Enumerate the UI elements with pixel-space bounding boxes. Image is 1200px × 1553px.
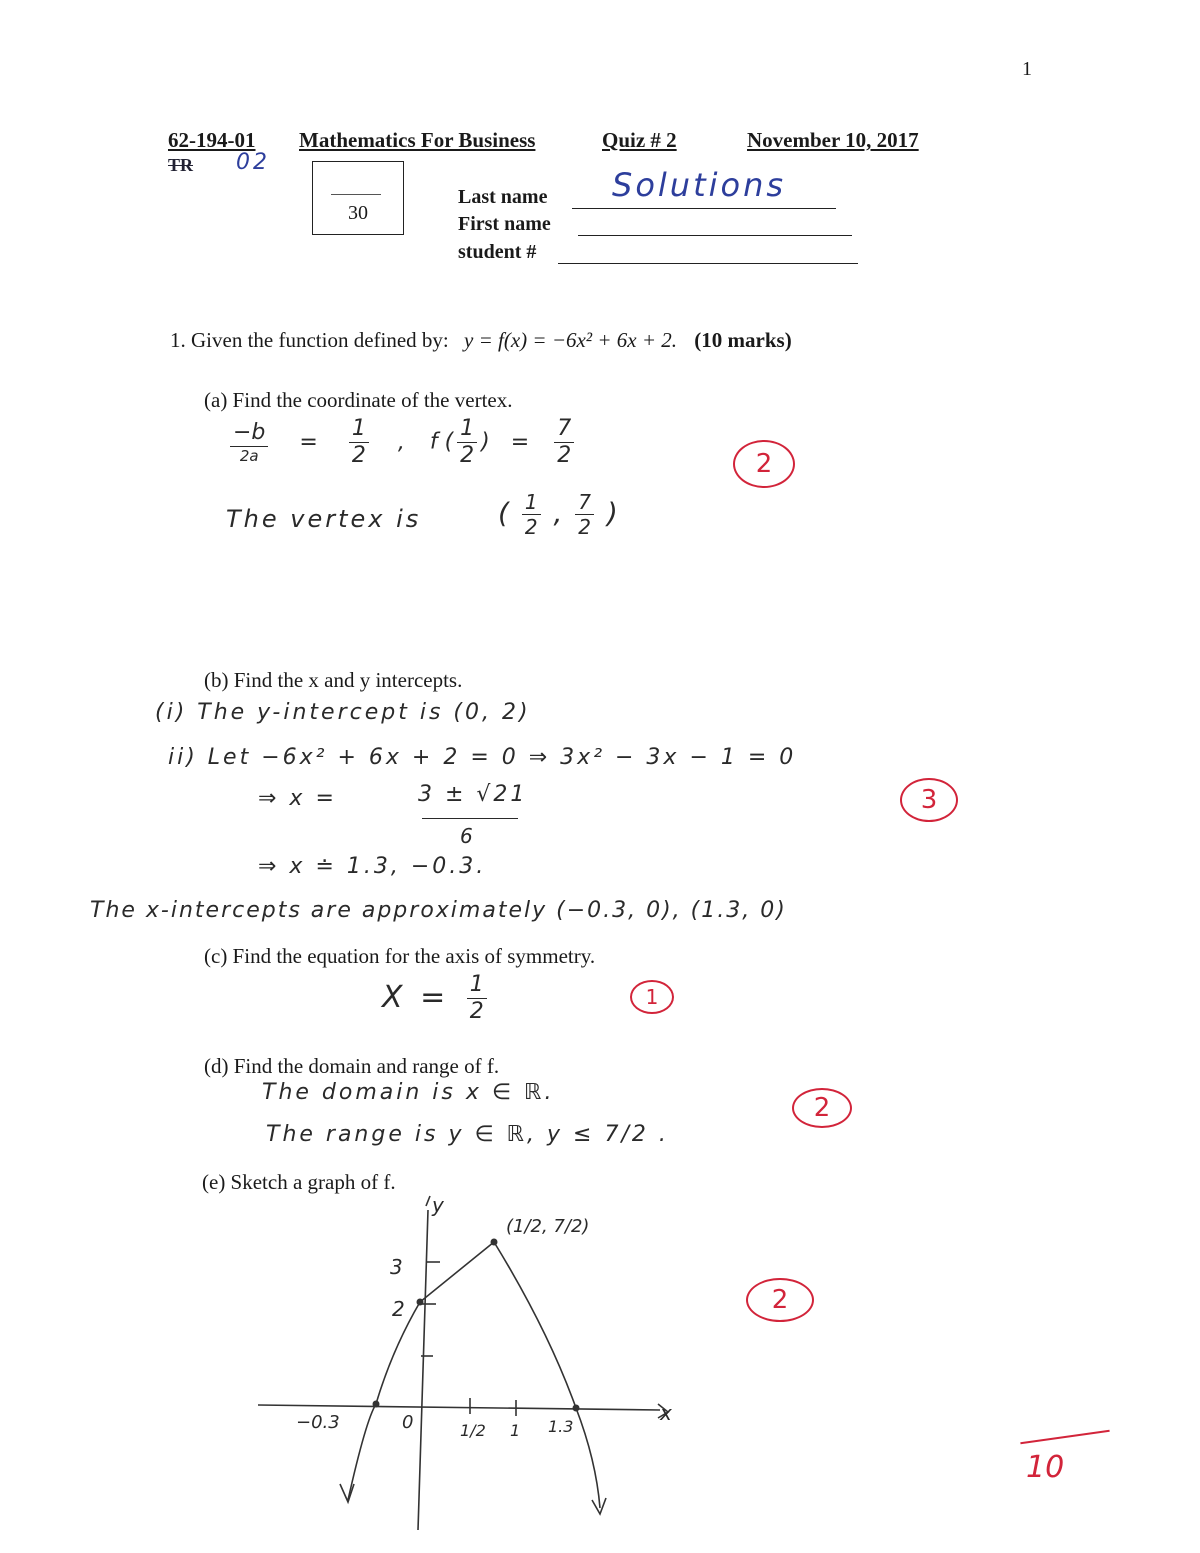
part-b-line-3-prefix: ⇒ x = (258, 786, 337, 811)
x-intercept-left-point (373, 1401, 380, 1408)
x-intercept-right-point (573, 1405, 580, 1412)
vertex-point (491, 1239, 498, 1246)
part-c-prompt: (c) Find the equation for the axis of symmetry. (204, 944, 596, 968)
last-name-value: Solutions (612, 166, 787, 204)
total-score: 10 (1026, 1450, 1065, 1485)
tick-label-half: 1/2 (460, 1421, 486, 1440)
course-title: Mathematics For Business (299, 128, 536, 152)
y-axis-arrow (426, 1196, 430, 1206)
y-axis-label: y (432, 1193, 444, 1217)
part-d-mark: 2 (792, 1088, 852, 1128)
part-e-mark: 2 (746, 1278, 814, 1322)
quiz-date: November 10, 2017 (747, 128, 919, 152)
section-crossed: TR (168, 155, 194, 175)
page-number: 1 (1022, 58, 1032, 80)
question-1-prompt: 1. Given the function defined by: (170, 328, 449, 352)
part-a-work: −b 2a = $\frac{1}{2}$ , f ( $\frac{1}{2}$ ) = $\frac{7}{2}$ (226, 418, 578, 467)
part-d-prompt: (d) Find the domain and range of f. (204, 1054, 500, 1078)
part-b-line-4: ⇒ x ≐ 1.3, −0.3. (258, 854, 487, 879)
part-b-line-2: ii) Let −6x² + 6x + 2 = 0 ⇒ 3x² − 3x − 1 = 0 (168, 745, 797, 770)
part-b-mark: 3 (900, 778, 958, 822)
student-number-label: student # (458, 241, 537, 263)
last-name-label: Last name (458, 186, 548, 208)
part-b-line-3-denominator: 6 (460, 824, 476, 848)
tick-label-0: 0 (402, 1412, 414, 1433)
score-out-of: 30 (348, 202, 368, 224)
part-c-mark: 1 (630, 980, 674, 1014)
tick-label-2: 2 (392, 1297, 405, 1321)
tick-label-1: 1 (510, 1421, 521, 1440)
part-e-prompt: (e) Sketch a graph of f. (202, 1170, 396, 1194)
y-axis (418, 1210, 428, 1530)
part-b-line-1: (i) The y-intercept is (0, 2) (155, 700, 531, 725)
left-branch-arrow (340, 1484, 354, 1502)
part-a-answer-point: ( $\frac{1}{2}$ , $\frac{7}{2}$ ) (498, 490, 618, 539)
part-d-domain: The domain is x ∈ ℝ. (262, 1080, 555, 1105)
y-intercept-point (417, 1299, 424, 1306)
x-axis (258, 1405, 660, 1410)
part-b-prompt: (b) Find the x and y intercepts. (204, 668, 463, 692)
part-a-answer-text: The vertex is (226, 505, 422, 533)
section-written: 02 (236, 150, 270, 175)
tick-label-1-3: 1.3 (548, 1417, 574, 1436)
part-a-mark: 2 (733, 440, 795, 488)
part-b-line-3-numerator: 3 ± √21 (418, 782, 528, 807)
question-1-marks: (10 marks) (694, 328, 792, 352)
course-code: 62-194-01 (168, 128, 256, 152)
vertex-label: (1/2, 7/2) (506, 1216, 590, 1237)
part-b-line-5: The x-intercepts are approximately (−0.3, 0), (1.3, 0) (90, 898, 787, 923)
tick-label-neg-0-3: −0.3 (296, 1412, 340, 1433)
part-a-prompt: (a) Find the coordinate of the vertex. (204, 388, 513, 412)
part-d-range: The range is y ∈ ℝ, y ≤ 7/2 . (266, 1122, 669, 1147)
first-name-label: First name (458, 213, 551, 235)
part-c-answer: X = $\frac{1}{2}$ (382, 974, 491, 1023)
question-1-function: y = f(x) = −6x² + 6x + 2. (464, 328, 678, 352)
parabola-left-branch (348, 1242, 494, 1500)
x-axis-label: x (660, 1401, 672, 1425)
tick-label-3: 3 (390, 1255, 403, 1279)
parabola-right-branch (494, 1242, 600, 1508)
quiz-number: Quiz # 2 (602, 128, 677, 152)
